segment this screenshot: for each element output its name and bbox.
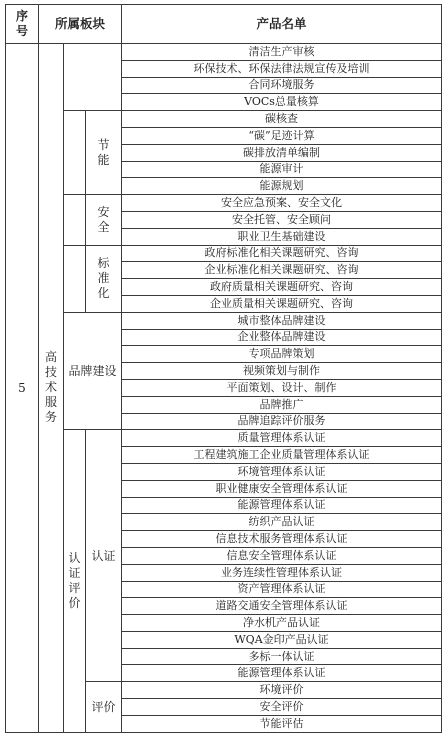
product-item: 安全应急预案、安全文化	[122, 195, 442, 212]
product-item: 环保技术、环保法律法规宣传及培训	[122, 60, 442, 77]
product-item: 工程建筑施工企业质量管理体系认证	[122, 447, 442, 464]
product-item: 碳排放清单编制	[122, 144, 442, 161]
header-row	[6, 5, 442, 44]
product-item: 职业卫生基础建设	[122, 228, 442, 245]
cert-cell: 认证	[86, 430, 122, 682]
group-1-label: 安全	[97, 204, 110, 234]
product-item: 安全评价	[122, 699, 442, 716]
product-item: 多标一体认证	[122, 648, 442, 665]
table-row	[6, 111, 442, 128]
spacer-cell	[64, 245, 86, 312]
table-row	[6, 195, 442, 212]
product-item: 清洁生产审核	[122, 44, 442, 61]
header-serial-number: 序号	[6, 5, 39, 44]
empty-sector-cell	[64, 44, 122, 111]
spacer-cell	[64, 111, 86, 195]
table-row	[6, 312, 442, 329]
header-product-list: 产品名单	[122, 5, 442, 44]
product-item: 质量管理体系认证	[122, 430, 442, 447]
product-table	[5, 4, 442, 733]
product-item: 碳核查	[122, 111, 442, 128]
product-item: 节能评估	[122, 715, 442, 732]
product-item: 资产管理体系认证	[122, 581, 442, 598]
product-item: 企业整体品牌建设	[122, 329, 442, 346]
cert-eval-cell	[64, 430, 86, 732]
table-row	[6, 245, 442, 262]
product-item: 平面策划、设计、制作	[122, 379, 442, 396]
table-body	[6, 44, 442, 733]
product-item: 企业标准化相关课题研究、咨询	[122, 262, 442, 279]
product-item: 职业健康安全管理体系认证	[122, 480, 442, 497]
product-item: 净水机产品认证	[122, 615, 442, 632]
product-item: 政府标准化相关课题研究、咨询	[122, 245, 442, 262]
product-item: 信息技术服务管理体系认证	[122, 531, 442, 548]
product-item: 政府质量相关课题研究、咨询	[122, 279, 442, 296]
cert-eval-cell-label: 认证评价	[68, 551, 81, 610]
product-item: 专项品牌策划	[122, 346, 442, 363]
product-item: 城市整体品牌建设	[122, 312, 442, 329]
product-item: 品牌追踪评价服务	[122, 413, 442, 430]
product-item: 能源规划	[122, 178, 442, 195]
group-1	[86, 195, 122, 245]
product-item: 合同环境服务	[122, 77, 442, 94]
category-cell-label: 高技术服务	[44, 350, 57, 425]
spacer-cell	[64, 195, 86, 245]
table-row	[6, 430, 442, 447]
eval-cell: 评价	[86, 682, 122, 732]
product-item: VOCs总量核算	[122, 94, 442, 111]
product-item: 能源审计	[122, 161, 442, 178]
group-0-label: 节能	[97, 137, 110, 167]
product-item: 品牌推广	[122, 396, 442, 413]
product-item: 能源管理体系认证	[122, 497, 442, 514]
group-2-label: 标准化	[97, 256, 110, 301]
serial-number-cell: 5	[6, 44, 39, 733]
product-item: 安全托管、安全顾问	[122, 211, 442, 228]
product-item: 能源管理体系认证	[122, 665, 442, 682]
category-cell	[39, 44, 64, 733]
header-sector: 所属板块	[39, 5, 122, 44]
product-item: 环境管理体系认证	[122, 463, 442, 480]
product-item: 信息安全管理体系认证	[122, 547, 442, 564]
product-item: 纺织产品认证	[122, 514, 442, 531]
product-item: 业务连续性管理体系认证	[122, 564, 442, 581]
product-item: “碳”足迹计算	[122, 127, 442, 144]
group-2	[86, 245, 122, 312]
product-item: 道路交通安全管理体系认证	[122, 598, 442, 615]
product-item: 视频策划与制作	[122, 363, 442, 380]
brand-cell: 品牌建设	[64, 312, 122, 430]
product-item: 企业质量相关课题研究、咨询	[122, 295, 442, 312]
table-row	[6, 44, 442, 61]
product-item: 环境评价	[122, 682, 442, 699]
product-item: WQA金印产品认证	[122, 631, 442, 648]
group-0	[86, 111, 122, 195]
